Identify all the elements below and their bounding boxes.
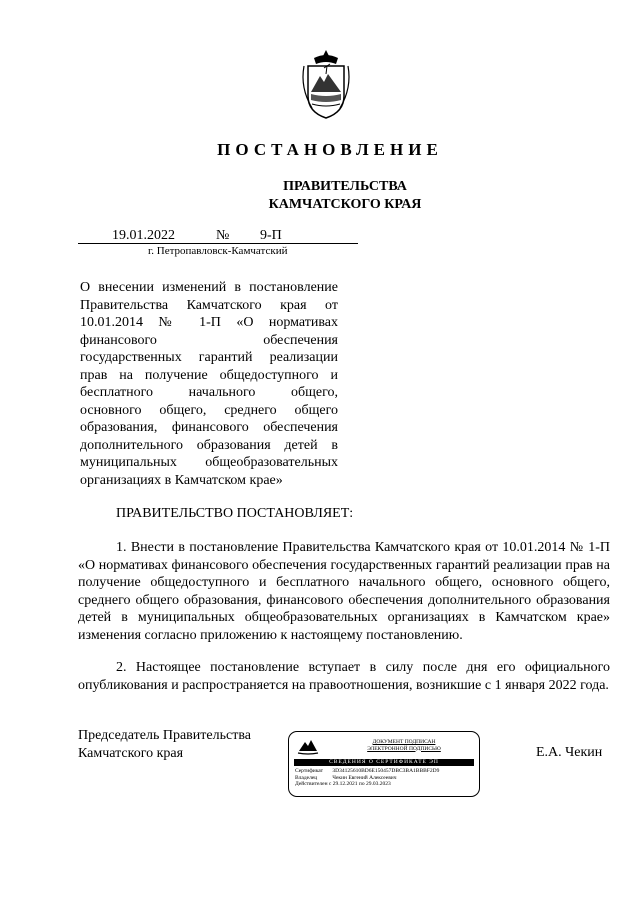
paragraph-1: 1. Внести в постановление Правительства Камчатского края от 10.01.2014 № 1-П «О нормативах финансового обеспечения государственных гарантий реализации прав на получение общедоступного и бесплатного начального общего, основного общего, среднего общего образования, финансового обеспечения дополнительного образования детей в муниципальных общеобразовательных организациях в Камчатском крае» изменения согласно приложению к настоящему постановлению.: [78, 540, 610, 643]
document-title: ПОСТАНОВЛЕНИЕ: [217, 140, 443, 159]
stamp-info-bar: СВЕДЕНИЯ О СЕРТИФИКАТЕ ЭП: [294, 759, 474, 766]
position-line-1: Председатель Правительства: [78, 728, 251, 743]
paragraph-2: 2. Настоящее постановление вступает в силу после дня его официального опубликования и распространяется на правоотношения, возникшие с 1 января 2022 года.: [78, 660, 610, 693]
stamp-emblem-icon: [297, 737, 319, 755]
coat-of-arms-icon: [296, 48, 356, 120]
stamp-heading-line-1: ДОКУМЕНТ ПОДПИСАН: [372, 739, 436, 745]
electronic-signature-stamp: [288, 731, 480, 797]
signatory-position: [78, 727, 251, 763]
stamp-heading: [349, 739, 459, 752]
stamp-heading-line-2: ЭЛЕКТРОННОЙ ПОДПИСЬЮ: [367, 745, 441, 752]
stamp-row-value: 3D34125610BD6E150457DBC3BA1BBBF2D9: [332, 768, 440, 774]
resolves-heading: ПРАВИТЕЛЬСТВО ПОСТАНОВЛЯЕТ:: [116, 506, 354, 521]
city-label: г. Петропавловск-Камчатский: [148, 245, 288, 257]
stamp-row-label: Владелец: [295, 774, 318, 781]
stamp-row-label: Действителен с 29.12.2021 по 29.03.2023: [295, 781, 391, 787]
issuer-line-1: ПРАВИТЕЛЬСТВА: [283, 179, 407, 194]
issuer-heading: [0, 178, 640, 214]
stamp-row-label: Сертификат: [295, 768, 323, 774]
position-line-2: Камчатского края: [78, 746, 184, 761]
stamp-details: [295, 768, 475, 788]
stamp-row-value: Чекин Евгений Алексеевич: [332, 774, 397, 781]
date-number-row: [78, 228, 358, 244]
document-subject: О внесении изменений в постановление Правительства Камчатского края от 10.01.2014 № 1-П «О нормативах финансового обеспечения государственных гарантий реализации прав на получение общедоступного и бесплатного начального общего, основного общего, среднего общего образования, финансового обеспечения дополнительного образования детей в муниципальных общеобразовательных организациях в Камчатском крае»: [80, 280, 338, 488]
document-number: 9-П: [260, 228, 282, 243]
date-underline: [78, 243, 358, 244]
stamp-row: [295, 781, 475, 788]
number-sign: №: [216, 228, 230, 243]
document-date: 19.01.2022: [112, 228, 175, 243]
issuer-line-2: КАМЧАТСКОГО КРАЯ: [268, 197, 422, 212]
signatory-name: Е.А. Чекин: [536, 745, 603, 760]
